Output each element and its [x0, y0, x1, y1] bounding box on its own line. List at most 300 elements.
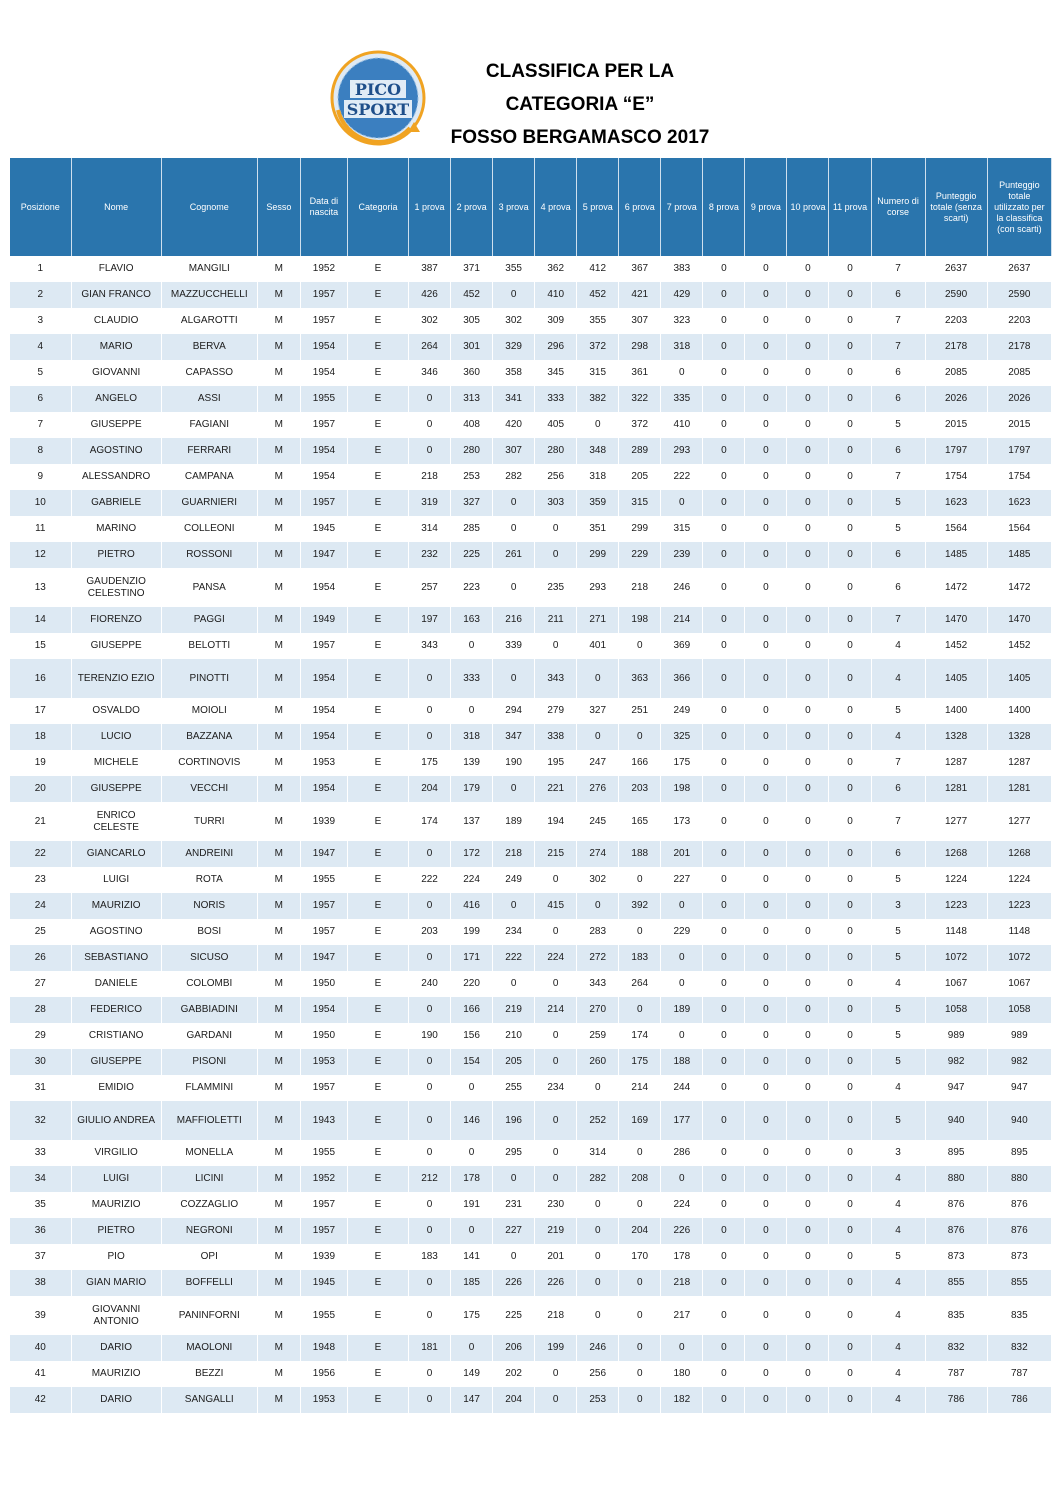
col-prova-2-cell: 0: [451, 698, 493, 724]
col-nome-cell: MICHELE: [71, 750, 161, 776]
col-data-nascita-cell: 1950: [300, 1023, 347, 1049]
col-sesso-cell: M: [257, 360, 300, 386]
col-sesso-cell: M: [257, 945, 300, 971]
col-prova-8-cell: 0: [703, 386, 745, 412]
col-prova-8-cell: 0: [703, 997, 745, 1023]
col-prova-3-cell: 202: [493, 1361, 535, 1387]
col-prova-4-cell: 214: [535, 997, 577, 1023]
col-data-nascita-cell: 1953: [300, 1387, 347, 1413]
table-row: [10, 1244, 1052, 1270]
col-prova-11-cell: 0: [829, 1361, 871, 1387]
col-nome-cell: MARIO: [71, 334, 161, 360]
col-data-nascita-cell: 1957: [300, 919, 347, 945]
col-punteggio-senza-scarti-cell: 1067: [925, 971, 987, 997]
col-prova-2-cell: 154: [451, 1049, 493, 1075]
col-data-nascita-cell: 1952: [300, 1166, 347, 1192]
col-prova-8-cell: 0: [703, 893, 745, 919]
col-numero-corse-cell: 5: [871, 867, 925, 893]
col-prova-6-cell: 421: [619, 282, 661, 308]
col-nome-cell: GABRIELE: [71, 490, 161, 516]
col-sesso-cell: M: [257, 1270, 300, 1296]
col-nome-cell: GIULIO ANDREA: [71, 1101, 161, 1140]
col-prova-11-cell: 0: [829, 867, 871, 893]
col-nome-cell: ALESSANDRO: [71, 464, 161, 490]
col-punteggio-senza-scarti-cell: 2085: [925, 360, 987, 386]
col-prova-11-cell: 0: [829, 919, 871, 945]
col-data-nascita-cell: 1939: [300, 802, 347, 841]
col-prova-3-cell: 226: [493, 1270, 535, 1296]
col-cognome-cell: MAZZUCCHELLI: [161, 282, 257, 308]
col-nome-cell: FIORENZO: [71, 607, 161, 633]
col-nome-cell: MARINO: [71, 516, 161, 542]
col-prova-2-cell: 452: [451, 282, 493, 308]
col-prova-10-cell: 0: [787, 1270, 829, 1296]
col-nome-cell: CLAUDIO: [71, 308, 161, 334]
col-cognome-cell: CAMPANA: [161, 464, 257, 490]
col-punteggio-senza-scarti-cell: 2637: [925, 256, 987, 282]
col-prova-6-cell: 0: [619, 919, 661, 945]
col-numero-corse-cell: 4: [871, 971, 925, 997]
col-prova-3-cell: 225: [493, 1296, 535, 1335]
col-prova-9-cell: 0: [745, 607, 787, 633]
col-prova-10-header: 10 prova: [787, 158, 829, 256]
col-prova-4-cell: 221: [535, 776, 577, 802]
col-prova-10-cell: 0: [787, 1049, 829, 1075]
col-data-nascita-header: Data di nascita: [300, 158, 347, 256]
col-prova-1-cell: 387: [409, 256, 451, 282]
col-categoria-cell: E: [347, 1140, 408, 1166]
col-punteggio-senza-scarti-cell: 2026: [925, 386, 987, 412]
col-data-nascita-cell: 1943: [300, 1101, 347, 1140]
col-prova-10-cell: 0: [787, 256, 829, 282]
col-numero-corse-cell: 6: [871, 841, 925, 867]
col-nome-cell: LUCIO: [71, 724, 161, 750]
col-sesso-cell: M: [257, 568, 300, 607]
col-numero-corse-cell: 7: [871, 308, 925, 334]
col-prova-7-cell: 429: [661, 282, 703, 308]
col-nome-cell: GIUSEPPE: [71, 412, 161, 438]
col-cognome-cell: PINOTTI: [161, 659, 257, 698]
col-numero-corse-cell: 5: [871, 919, 925, 945]
col-punteggio-con-scarti-cell: 1564: [987, 516, 1051, 542]
col-cognome-cell: CAPASSO: [161, 360, 257, 386]
col-prova-4-cell: 226: [535, 1270, 577, 1296]
col-punteggio-con-scarti-cell: 1485: [987, 542, 1051, 568]
col-prova-5-cell: 372: [577, 334, 619, 360]
table-row: [10, 633, 1052, 659]
col-prova-4-cell: 333: [535, 386, 577, 412]
col-prova-1-cell: 346: [409, 360, 451, 386]
col-categoria-cell: E: [347, 1244, 408, 1270]
col-punteggio-senza-scarti-cell: 876: [925, 1192, 987, 1218]
col-nome-cell: LUIGI: [71, 867, 161, 893]
col-punteggio-senza-scarti-cell: 2015: [925, 412, 987, 438]
col-prova-11-cell: 0: [829, 750, 871, 776]
col-prova-1-cell: 0: [409, 1049, 451, 1075]
col-prova-8-cell: 0: [703, 1192, 745, 1218]
col-posizione-cell: 6: [10, 386, 71, 412]
col-data-nascita-cell: 1952: [300, 256, 347, 282]
col-data-nascita-cell: 1955: [300, 386, 347, 412]
col-data-nascita-cell: 1954: [300, 997, 347, 1023]
col-prova-7-cell: 369: [661, 633, 703, 659]
col-prova-2-cell: 166: [451, 997, 493, 1023]
col-numero-corse-cell: 5: [871, 698, 925, 724]
col-prova-7-cell: 218: [661, 1270, 703, 1296]
table-row: [10, 464, 1052, 490]
col-prova-8-cell: 0: [703, 1101, 745, 1140]
col-prova-5-cell: 0: [577, 724, 619, 750]
col-cognome-cell: GUARNIERI: [161, 490, 257, 516]
col-numero-corse-cell: 6: [871, 776, 925, 802]
col-prova-5-cell: 302: [577, 867, 619, 893]
col-prova-5-cell: 256: [577, 1361, 619, 1387]
col-prova-10-cell: 0: [787, 386, 829, 412]
col-prova-11-cell: 0: [829, 412, 871, 438]
col-prova-4-cell: 410: [535, 282, 577, 308]
col-prova-7-cell: 318: [661, 334, 703, 360]
col-prova-4-cell: 201: [535, 1244, 577, 1270]
col-prova-8-cell: 0: [703, 971, 745, 997]
col-cognome-cell: PANINFORNI: [161, 1296, 257, 1335]
col-prova-8-cell: 0: [703, 1218, 745, 1244]
col-posizione-cell: 21: [10, 802, 71, 841]
col-sesso-cell: M: [257, 1296, 300, 1335]
col-prova-7-cell: 214: [661, 607, 703, 633]
col-punteggio-con-scarti-cell: 2590: [987, 282, 1051, 308]
col-nome-cell: GIUSEPPE: [71, 633, 161, 659]
col-prova-7-cell: 0: [661, 893, 703, 919]
col-prova-2-cell: 318: [451, 724, 493, 750]
col-prova-7-cell: 178: [661, 1244, 703, 1270]
col-prova-1-cell: 0: [409, 1387, 451, 1413]
col-prova-8-cell: 0: [703, 659, 745, 698]
col-prova-11-cell: 0: [829, 334, 871, 360]
col-prova-9-cell: 0: [745, 1244, 787, 1270]
table-row: [10, 750, 1052, 776]
col-punteggio-con-scarti-cell: 895: [987, 1140, 1051, 1166]
col-punteggio-senza-scarti-cell: 786: [925, 1387, 987, 1413]
col-prova-5-cell: 0: [577, 1192, 619, 1218]
col-categoria-cell: E: [347, 1101, 408, 1140]
col-prova-3-cell: 219: [493, 997, 535, 1023]
col-prova-3-cell: 295: [493, 1140, 535, 1166]
col-prova-9-cell: 0: [745, 698, 787, 724]
col-prova-2-cell: 178: [451, 1166, 493, 1192]
col-prova-7-cell: 315: [661, 516, 703, 542]
col-prova-9-cell: 0: [745, 516, 787, 542]
col-punteggio-senza-scarti-header: Punteggio totale (senza scarti): [925, 158, 987, 256]
col-prova-5-cell: 0: [577, 659, 619, 698]
col-prova-1-cell: 0: [409, 1075, 451, 1101]
col-categoria-cell: E: [347, 256, 408, 282]
col-punteggio-con-scarti-cell: 835: [987, 1296, 1051, 1335]
col-sesso-cell: M: [257, 1023, 300, 1049]
col-prova-11-cell: 0: [829, 1192, 871, 1218]
col-prova-6-cell: 203: [619, 776, 661, 802]
col-prova-4-cell: 279: [535, 698, 577, 724]
col-prova-3-cell: 339: [493, 633, 535, 659]
col-prova-11-cell: 0: [829, 802, 871, 841]
col-prova-2-cell: 285: [451, 516, 493, 542]
col-prova-8-cell: 0: [703, 412, 745, 438]
col-prova-11-cell: 0: [829, 282, 871, 308]
col-prova-8-cell: 0: [703, 698, 745, 724]
col-nome-cell: GIAN MARIO: [71, 1270, 161, 1296]
col-categoria-cell: E: [347, 607, 408, 633]
col-prova-10-cell: 0: [787, 633, 829, 659]
col-prova-6-cell: 170: [619, 1244, 661, 1270]
col-sesso-header: Sesso: [257, 158, 300, 256]
col-prova-1-cell: 0: [409, 1296, 451, 1335]
col-nome-cell: EMIDIO: [71, 1075, 161, 1101]
col-numero-corse-cell: 5: [871, 1049, 925, 1075]
col-prova-10-cell: 0: [787, 1296, 829, 1335]
col-posizione-cell: 34: [10, 1166, 71, 1192]
col-punteggio-senza-scarti-cell: 940: [925, 1101, 987, 1140]
col-categoria-cell: E: [347, 659, 408, 698]
col-prova-10-cell: 0: [787, 1101, 829, 1140]
col-prova-11-cell: 0: [829, 971, 871, 997]
col-prova-5-cell: 314: [577, 1140, 619, 1166]
col-posizione-cell: 11: [10, 516, 71, 542]
col-prova-5-cell: 252: [577, 1101, 619, 1140]
col-prova-2-cell: 223: [451, 568, 493, 607]
col-prova-6-cell: 218: [619, 568, 661, 607]
col-prova-4-cell: 338: [535, 724, 577, 750]
col-prova-10-cell: 0: [787, 360, 829, 386]
col-sesso-cell: M: [257, 334, 300, 360]
col-numero-corse-cell: 5: [871, 1023, 925, 1049]
col-prova-10-cell: 0: [787, 1361, 829, 1387]
col-numero-corse-cell: 3: [871, 893, 925, 919]
col-prova-4-cell: 218: [535, 1296, 577, 1335]
col-prova-11-cell: 0: [829, 607, 871, 633]
title-line-2: CATEGORIA “E”: [505, 94, 655, 115]
col-prova-11-cell: 0: [829, 1296, 871, 1335]
col-punteggio-senza-scarti-cell: 1268: [925, 841, 987, 867]
col-prova-9-cell: 0: [745, 1335, 787, 1361]
col-prova-9-cell: 0: [745, 750, 787, 776]
col-prova-8-cell: 0: [703, 1140, 745, 1166]
col-categoria-cell: E: [347, 633, 408, 659]
col-prova-8-cell: 0: [703, 516, 745, 542]
col-cognome-cell: PISONI: [161, 1049, 257, 1075]
col-punteggio-con-scarti-cell: 1400: [987, 698, 1051, 724]
col-prova-3-cell: 302: [493, 308, 535, 334]
table-row: [10, 776, 1052, 802]
col-prova-6-cell: 174: [619, 1023, 661, 1049]
col-prova-11-cell: 0: [829, 1244, 871, 1270]
col-prova-1-cell: 0: [409, 659, 451, 698]
col-punteggio-senza-scarti-cell: 1472: [925, 568, 987, 607]
col-prova-1-cell: 240: [409, 971, 451, 997]
col-punteggio-con-scarti-cell: 1452: [987, 633, 1051, 659]
col-nome-cell: MAURIZIO: [71, 893, 161, 919]
col-prova-5-cell: 271: [577, 607, 619, 633]
col-prova-4-cell: 0: [535, 971, 577, 997]
col-prova-4-cell: 0: [535, 1387, 577, 1413]
col-prova-5-cell: 327: [577, 698, 619, 724]
col-prova-11-cell: 0: [829, 1140, 871, 1166]
col-prova-6-cell: 183: [619, 945, 661, 971]
table-row: [10, 256, 1052, 282]
col-prova-7-cell: 239: [661, 542, 703, 568]
col-sesso-cell: M: [257, 1218, 300, 1244]
col-prova-11-cell: 0: [829, 659, 871, 698]
col-prova-1-cell: 319: [409, 490, 451, 516]
col-numero-corse-cell: 5: [871, 516, 925, 542]
col-punteggio-con-scarti-cell: 855: [987, 1270, 1051, 1296]
col-categoria-cell: E: [347, 1270, 408, 1296]
col-numero-corse-cell: 7: [871, 802, 925, 841]
col-punteggio-con-scarti-cell: 2637: [987, 256, 1051, 282]
col-prova-7-cell: 0: [661, 945, 703, 971]
col-punteggio-con-scarti-cell: 2026: [987, 386, 1051, 412]
col-prova-4-cell: 303: [535, 490, 577, 516]
col-prova-3-cell: 282: [493, 464, 535, 490]
col-posizione-cell: 32: [10, 1101, 71, 1140]
col-prova-6-cell: 372: [619, 412, 661, 438]
col-punteggio-senza-scarti-cell: 1754: [925, 464, 987, 490]
col-prova-11-cell: 0: [829, 438, 871, 464]
col-nome-cell: ANGELO: [71, 386, 161, 412]
col-prova-1-cell: 0: [409, 386, 451, 412]
col-prova-3-cell: 204: [493, 1387, 535, 1413]
col-sesso-cell: M: [257, 464, 300, 490]
table-row: [10, 919, 1052, 945]
col-prova-6-cell: 175: [619, 1049, 661, 1075]
table-row: [10, 1140, 1052, 1166]
col-prova-3-cell: 294: [493, 698, 535, 724]
col-prova-2-cell: 224: [451, 867, 493, 893]
col-prova-3-cell: 358: [493, 360, 535, 386]
col-prova-2-cell: 172: [451, 841, 493, 867]
col-prova-9-cell: 0: [745, 971, 787, 997]
col-prova-2-cell: 225: [451, 542, 493, 568]
col-prova-11-cell: 0: [829, 841, 871, 867]
col-prova-2-cell: 280: [451, 438, 493, 464]
col-prova-11-cell: 0: [829, 1335, 871, 1361]
col-sesso-cell: M: [257, 1335, 300, 1361]
col-prova-3-cell: 255: [493, 1075, 535, 1101]
col-categoria-cell: E: [347, 360, 408, 386]
col-posizione-cell: 14: [10, 607, 71, 633]
col-prova-6-cell: 0: [619, 724, 661, 750]
col-cognome-cell: ASSI: [161, 386, 257, 412]
col-categoria-cell: E: [347, 945, 408, 971]
col-prova-1-cell: 174: [409, 802, 451, 841]
col-prova-1-cell: 0: [409, 1192, 451, 1218]
col-prova-10-cell: 0: [787, 724, 829, 750]
col-prova-10-cell: 0: [787, 945, 829, 971]
table-row: [10, 516, 1052, 542]
col-prova-2-cell: 139: [451, 750, 493, 776]
col-prova-9-cell: 0: [745, 1023, 787, 1049]
col-categoria-cell: E: [347, 1218, 408, 1244]
col-numero-corse-cell: 4: [871, 1296, 925, 1335]
col-punteggio-con-scarti-cell: 989: [987, 1023, 1051, 1049]
col-prova-2-cell: 0: [451, 633, 493, 659]
col-punteggio-con-scarti-cell: 1277: [987, 802, 1051, 841]
col-prova-5-cell: 276: [577, 776, 619, 802]
table-row: [10, 1049, 1052, 1075]
col-categoria-cell: E: [347, 802, 408, 841]
col-categoria-cell: E: [347, 867, 408, 893]
col-prova-6-cell: 0: [619, 1387, 661, 1413]
col-posizione-cell: 36: [10, 1218, 71, 1244]
col-prova-3-cell: 249: [493, 867, 535, 893]
col-prova-11-cell: 0: [829, 490, 871, 516]
col-prova-7-cell: 335: [661, 386, 703, 412]
col-sesso-cell: M: [257, 1244, 300, 1270]
col-data-nascita-cell: 1955: [300, 867, 347, 893]
col-numero-corse-cell: 7: [871, 334, 925, 360]
col-prova-8-cell: 0: [703, 256, 745, 282]
col-prova-4-cell: 256: [535, 464, 577, 490]
col-cognome-cell: BOFFELLI: [161, 1270, 257, 1296]
table-row: [10, 1192, 1052, 1218]
col-numero-corse-cell: 4: [871, 633, 925, 659]
col-cognome-header: Cognome: [161, 158, 257, 256]
col-prova-6-cell: 322: [619, 386, 661, 412]
table-header: [10, 158, 1052, 256]
col-sesso-cell: M: [257, 1049, 300, 1075]
col-nome-cell: GIANCARLO: [71, 841, 161, 867]
col-prova-10-cell: 0: [787, 841, 829, 867]
col-punteggio-con-scarti-cell: 1223: [987, 893, 1051, 919]
col-sesso-cell: M: [257, 841, 300, 867]
col-sesso-cell: M: [257, 256, 300, 282]
col-categoria-cell: E: [347, 1335, 408, 1361]
col-prova-1-cell: 0: [409, 1218, 451, 1244]
col-punteggio-con-scarti-cell: 876: [987, 1192, 1051, 1218]
col-cognome-cell: ANDREINI: [161, 841, 257, 867]
col-numero-corse-cell: 4: [871, 659, 925, 698]
col-prova-8-cell: 0: [703, 633, 745, 659]
col-categoria-cell: E: [347, 776, 408, 802]
col-posizione-cell: 30: [10, 1049, 71, 1075]
col-prova-2-cell: 301: [451, 334, 493, 360]
col-prova-2-cell: 147: [451, 1387, 493, 1413]
col-punteggio-con-scarti-cell: 880: [987, 1166, 1051, 1192]
col-prova-1-header: 1 prova: [409, 158, 451, 256]
col-prova-10-cell: 0: [787, 867, 829, 893]
col-categoria-cell: E: [347, 1023, 408, 1049]
col-prova-1-cell: 264: [409, 334, 451, 360]
col-categoria-cell: E: [347, 1361, 408, 1387]
col-prova-8-cell: 0: [703, 1049, 745, 1075]
col-punteggio-con-scarti-cell: 876: [987, 1218, 1051, 1244]
col-sesso-cell: M: [257, 516, 300, 542]
table-row: [10, 1270, 1052, 1296]
col-cognome-cell: FERRARI: [161, 438, 257, 464]
col-prova-9-cell: 0: [745, 334, 787, 360]
logo-text-line2: SPORT: [346, 100, 410, 119]
col-nome-cell: CRISTIANO: [71, 1023, 161, 1049]
col-punteggio-senza-scarti-cell: 1405: [925, 659, 987, 698]
col-prova-6-cell: 315: [619, 490, 661, 516]
col-data-nascita-cell: 1957: [300, 1192, 347, 1218]
col-punteggio-senza-scarti-cell: 1328: [925, 724, 987, 750]
col-punteggio-senza-scarti-cell: 1072: [925, 945, 987, 971]
col-numero-corse-cell: 7: [871, 750, 925, 776]
col-punteggio-senza-scarti-cell: 1485: [925, 542, 987, 568]
col-prova-3-cell: 0: [493, 1244, 535, 1270]
col-punteggio-con-scarti-cell: 1281: [987, 776, 1051, 802]
col-prova-7-cell: 189: [661, 997, 703, 1023]
col-prova-7-cell: 180: [661, 1361, 703, 1387]
